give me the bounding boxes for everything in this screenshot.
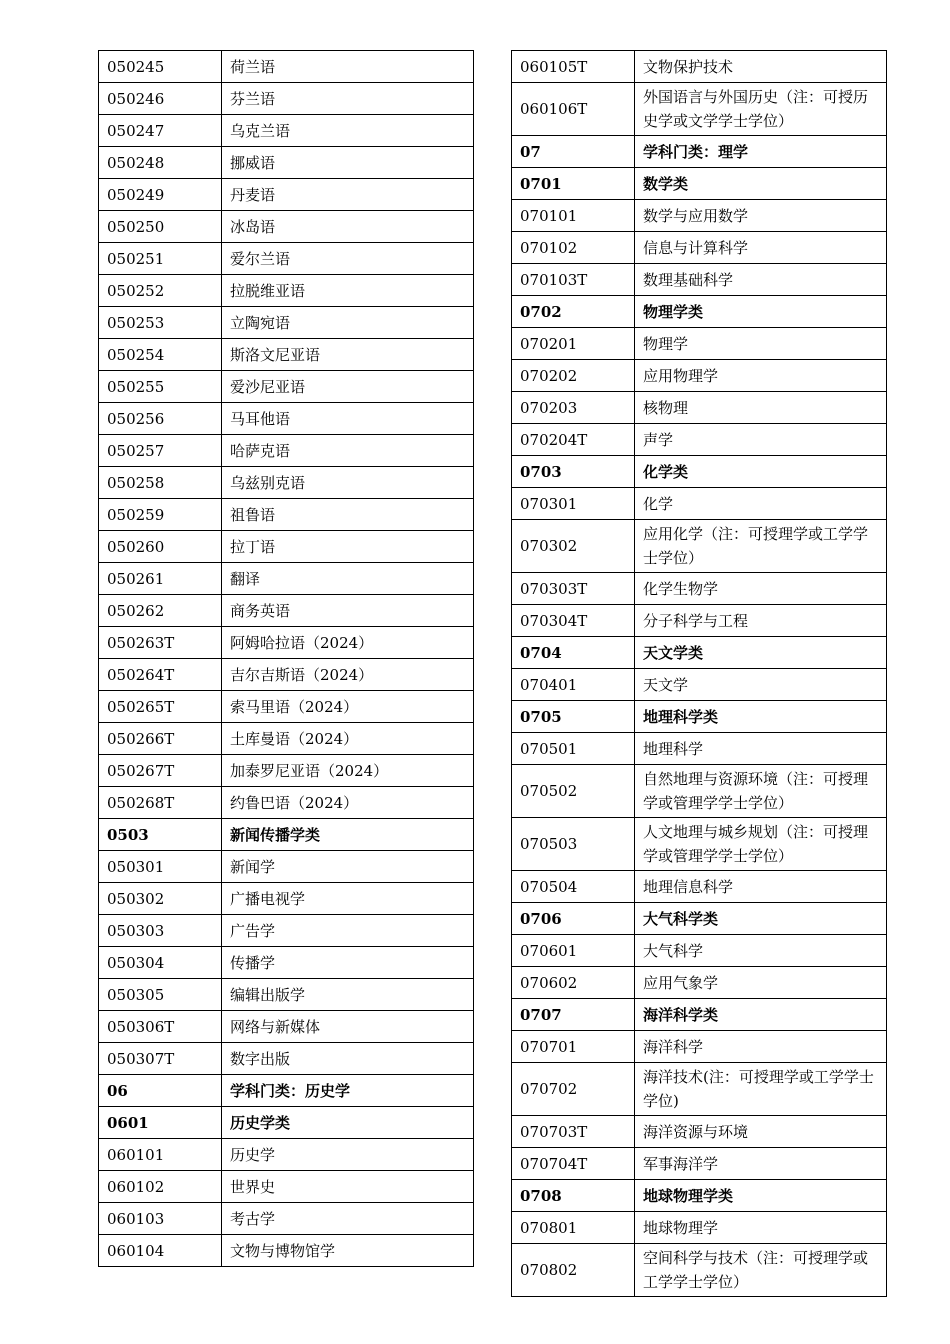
major-name-cell: 爱沙尼亚语 — [222, 371, 474, 403]
major-name-cell: 新闻传播学类 — [222, 819, 474, 851]
major-code-cell: 0601 — [99, 1107, 222, 1139]
major-name-cell: 海洋资源与环境 — [635, 1116, 887, 1148]
major-name-cell: 土库曼语（2024） — [222, 723, 474, 755]
major-name-cell: 考古学 — [222, 1203, 474, 1235]
category-row — [99, 819, 474, 851]
major-name-cell: 数学与应用数学 — [635, 200, 887, 232]
table-row — [99, 1139, 474, 1171]
major-code-cell: 070103T — [512, 264, 635, 296]
table-row — [512, 392, 887, 424]
major-name-cell: 外国语言与外国历史（注：可授历史学或文学学士学位） — [635, 83, 887, 136]
major-name-cell: 加泰罗尼亚语（2024） — [222, 755, 474, 787]
major-code-cell: 070801 — [512, 1212, 635, 1244]
major-code-cell: 050306T — [99, 1011, 222, 1043]
table-row — [99, 627, 474, 659]
major-name-cell: 阿姆哈拉语（2024） — [222, 627, 474, 659]
major-code-cell: 070201 — [512, 328, 635, 360]
major-code-cell: 070703T — [512, 1116, 635, 1148]
major-name-cell: 传播学 — [222, 947, 474, 979]
major-name-cell: 芬兰语 — [222, 83, 474, 115]
major-code-cell: 050268T — [99, 787, 222, 819]
table-row — [99, 1171, 474, 1203]
major-code-cell: 060104 — [99, 1235, 222, 1267]
major-code-cell: 050307T — [99, 1043, 222, 1075]
major-name-cell: 信息与计算科学 — [635, 232, 887, 264]
major-code-cell: 070102 — [512, 232, 635, 264]
major-name-cell: 数字出版 — [222, 1043, 474, 1075]
category-row — [99, 1075, 474, 1107]
table-row — [512, 1212, 887, 1244]
major-name-cell: 广告学 — [222, 915, 474, 947]
major-code-cell: 050262 — [99, 595, 222, 627]
major-code-cell: 06 — [99, 1075, 222, 1107]
major-name-cell: 军事海洋学 — [635, 1148, 887, 1180]
major-name-cell: 地理科学类 — [635, 701, 887, 733]
major-name-cell: 马耳他语 — [222, 403, 474, 435]
table-row — [512, 818, 887, 871]
major-code-cell: 0703 — [512, 456, 635, 488]
major-code-cell: 050263T — [99, 627, 222, 659]
major-code-cell: 070303T — [512, 573, 635, 605]
table-row — [99, 787, 474, 819]
major-code-cell: 070802 — [512, 1244, 635, 1297]
category-row — [512, 637, 887, 669]
major-name-cell: 地理科学 — [635, 733, 887, 765]
major-code-cell: 050258 — [99, 467, 222, 499]
major-name-cell: 天文学类 — [635, 637, 887, 669]
table-row — [512, 1148, 887, 1180]
table-row — [99, 435, 474, 467]
table-row — [512, 200, 887, 232]
major-name-cell: 吉尔吉斯语（2024） — [222, 659, 474, 691]
major-name-cell: 哈萨克语 — [222, 435, 474, 467]
table-row — [512, 328, 887, 360]
major-name-cell: 荷兰语 — [222, 51, 474, 83]
table-row — [99, 1235, 474, 1267]
table-row — [512, 1031, 887, 1063]
category-row — [99, 1107, 474, 1139]
major-code-cell: 050260 — [99, 531, 222, 563]
major-code-cell: 070502 — [512, 765, 635, 818]
category-row — [512, 168, 887, 200]
major-code-cell: 0705 — [512, 701, 635, 733]
major-name-cell: 商务英语 — [222, 595, 474, 627]
major-name-cell: 海洋技术(注：可授理学或工学学士学位) — [635, 1063, 887, 1116]
major-name-cell: 网络与新媒体 — [222, 1011, 474, 1043]
major-table-left-body — [99, 51, 474, 1267]
major-code-cell: 0704 — [512, 637, 635, 669]
table-row — [99, 179, 474, 211]
major-code-cell: 070302 — [512, 520, 635, 573]
table-row — [512, 573, 887, 605]
table-row — [99, 147, 474, 179]
major-code-cell: 070704T — [512, 1148, 635, 1180]
table-row — [99, 595, 474, 627]
major-code-cell: 050247 — [99, 115, 222, 147]
table-row — [99, 307, 474, 339]
major-name-cell: 空间科学与技术（注：可授理学或工学学士学位） — [635, 1244, 887, 1297]
table-row — [99, 115, 474, 147]
table-row — [512, 605, 887, 637]
table-row — [99, 723, 474, 755]
table-row — [99, 243, 474, 275]
major-name-cell: 数理基础科学 — [635, 264, 887, 296]
major-code-cell: 060103 — [99, 1203, 222, 1235]
major-code-cell: 060105T — [512, 51, 635, 83]
table-row — [99, 979, 474, 1011]
major-name-cell: 自然地理与资源环境（注：可授理学或管理学学士学位） — [635, 765, 887, 818]
major-code-cell: 070702 — [512, 1063, 635, 1116]
major-name-cell: 历史学类 — [222, 1107, 474, 1139]
table-row — [512, 967, 887, 999]
major-code-cell: 0708 — [512, 1180, 635, 1212]
table-row — [99, 467, 474, 499]
major-code-cell: 050305 — [99, 979, 222, 1011]
major-code-cell: 0707 — [512, 999, 635, 1031]
table-row — [512, 488, 887, 520]
major-name-cell: 数学类 — [635, 168, 887, 200]
major-code-cell: 050249 — [99, 179, 222, 211]
major-name-cell: 海洋科学 — [635, 1031, 887, 1063]
major-code-cell: 050253 — [99, 307, 222, 339]
table-row — [512, 1063, 887, 1116]
major-name-cell: 分子科学与工程 — [635, 605, 887, 637]
major-name-cell: 天文学 — [635, 669, 887, 701]
major-name-cell: 编辑出版学 — [222, 979, 474, 1011]
major-code-cell: 050252 — [99, 275, 222, 307]
category-row — [512, 701, 887, 733]
major-code-cell: 070101 — [512, 200, 635, 232]
major-name-cell: 新闻学 — [222, 851, 474, 883]
major-name-cell: 大气科学类 — [635, 903, 887, 935]
major-name-cell: 核物理 — [635, 392, 887, 424]
major-name-cell: 立陶宛语 — [222, 307, 474, 339]
major-name-cell: 约鲁巴语（2024） — [222, 787, 474, 819]
major-name-cell: 物理学类 — [635, 296, 887, 328]
major-name-cell: 化学类 — [635, 456, 887, 488]
major-code-cell: 070202 — [512, 360, 635, 392]
category-row — [512, 136, 887, 168]
major-code-cell: 050302 — [99, 883, 222, 915]
major-name-cell: 乌兹别克语 — [222, 467, 474, 499]
major-code-cell: 060101 — [99, 1139, 222, 1171]
major-name-cell: 拉丁语 — [222, 531, 474, 563]
major-code-cell: 050245 — [99, 51, 222, 83]
major-name-cell: 学科门类：理学 — [635, 136, 887, 168]
major-name-cell: 海洋科学类 — [635, 999, 887, 1031]
table-row — [99, 691, 474, 723]
table-row — [99, 211, 474, 243]
table-row — [99, 1043, 474, 1075]
table-row — [512, 520, 887, 573]
table-row — [99, 83, 474, 115]
major-name-cell: 文物与博物馆学 — [222, 1235, 474, 1267]
major-name-cell: 人文地理与城乡规划（注：可授理学或管理学学士学位） — [635, 818, 887, 871]
category-row — [512, 999, 887, 1031]
major-code-cell: 07 — [512, 136, 635, 168]
major-table-left — [98, 50, 474, 1267]
table-row — [512, 424, 887, 456]
major-name-cell: 大气科学 — [635, 935, 887, 967]
table-row — [99, 275, 474, 307]
major-name-cell: 乌克兰语 — [222, 115, 474, 147]
major-code-cell: 060102 — [99, 1171, 222, 1203]
table-row — [99, 947, 474, 979]
table-row — [512, 83, 887, 136]
major-code-cell: 050261 — [99, 563, 222, 595]
major-name-cell: 应用气象学 — [635, 967, 887, 999]
major-name-cell: 文物保护技术 — [635, 51, 887, 83]
table-row — [99, 499, 474, 531]
major-name-cell: 祖鲁语 — [222, 499, 474, 531]
major-code-cell: 0702 — [512, 296, 635, 328]
table-row — [99, 563, 474, 595]
major-code-cell: 050255 — [99, 371, 222, 403]
major-name-cell: 物理学 — [635, 328, 887, 360]
major-code-cell: 050256 — [99, 403, 222, 435]
major-name-cell: 挪威语 — [222, 147, 474, 179]
major-code-cell: 0706 — [512, 903, 635, 935]
category-row — [512, 296, 887, 328]
major-name-cell: 丹麦语 — [222, 179, 474, 211]
major-code-cell: 060106T — [512, 83, 635, 136]
major-code-cell: 050267T — [99, 755, 222, 787]
table-row — [99, 915, 474, 947]
major-code-cell: 050248 — [99, 147, 222, 179]
major-code-cell: 070602 — [512, 967, 635, 999]
major-name-cell: 翻译 — [222, 563, 474, 595]
major-name-cell: 斯洛文尼亚语 — [222, 339, 474, 371]
major-code-cell: 050254 — [99, 339, 222, 371]
table-row — [512, 1244, 887, 1297]
major-name-cell: 广播电视学 — [222, 883, 474, 915]
major-name-cell: 爱尔兰语 — [222, 243, 474, 275]
major-code-cell: 050246 — [99, 83, 222, 115]
major-code-cell: 050266T — [99, 723, 222, 755]
category-row — [512, 1180, 887, 1212]
major-code-cell: 070203 — [512, 392, 635, 424]
table-row — [99, 1011, 474, 1043]
major-code-cell: 050265T — [99, 691, 222, 723]
major-code-cell: 050304 — [99, 947, 222, 979]
major-code-cell: 070701 — [512, 1031, 635, 1063]
major-code-cell: 070204T — [512, 424, 635, 456]
table-row — [512, 871, 887, 903]
major-name-cell: 世界史 — [222, 1171, 474, 1203]
table-row — [512, 935, 887, 967]
major-code-cell: 070503 — [512, 818, 635, 871]
major-code-cell: 050259 — [99, 499, 222, 531]
table-row — [512, 765, 887, 818]
major-name-cell: 索马里语（2024） — [222, 691, 474, 723]
category-row — [512, 903, 887, 935]
major-name-cell: 冰岛语 — [222, 211, 474, 243]
major-code-cell: 070601 — [512, 935, 635, 967]
major-code-cell: 070501 — [512, 733, 635, 765]
major-name-cell: 学科门类：历史学 — [222, 1075, 474, 1107]
table-row — [512, 1116, 887, 1148]
major-code-cell: 050264T — [99, 659, 222, 691]
major-code-cell: 050301 — [99, 851, 222, 883]
major-code-cell: 050257 — [99, 435, 222, 467]
major-code-cell: 050251 — [99, 243, 222, 275]
major-table-right-body — [512, 51, 887, 1297]
major-name-cell: 声学 — [635, 424, 887, 456]
table-row — [512, 51, 887, 83]
major-name-cell: 应用化学（注：可授理学或工学学士学位） — [635, 520, 887, 573]
table-row — [512, 360, 887, 392]
table-row — [512, 232, 887, 264]
table-row — [99, 51, 474, 83]
major-name-cell: 地球物理学 — [635, 1212, 887, 1244]
category-row — [512, 456, 887, 488]
table-row — [512, 733, 887, 765]
table-row — [512, 264, 887, 296]
table-row — [99, 851, 474, 883]
table-row — [99, 1203, 474, 1235]
major-name-cell: 拉脱维亚语 — [222, 275, 474, 307]
major-table-right — [511, 50, 887, 1297]
major-code-cell: 070304T — [512, 605, 635, 637]
major-name-cell: 应用物理学 — [635, 360, 887, 392]
major-code-cell: 050303 — [99, 915, 222, 947]
table-row — [99, 531, 474, 563]
major-code-cell: 070301 — [512, 488, 635, 520]
table-row — [99, 403, 474, 435]
table-row — [99, 339, 474, 371]
table-row — [99, 371, 474, 403]
major-name-cell: 历史学 — [222, 1139, 474, 1171]
major-name-cell: 化学生物学 — [635, 573, 887, 605]
major-code-cell: 070401 — [512, 669, 635, 701]
major-code-cell: 0701 — [512, 168, 635, 200]
major-name-cell: 地球物理学类 — [635, 1180, 887, 1212]
table-row — [512, 669, 887, 701]
major-code-cell: 0503 — [99, 819, 222, 851]
table-row — [99, 659, 474, 691]
major-code-cell: 070504 — [512, 871, 635, 903]
major-name-cell: 地理信息科学 — [635, 871, 887, 903]
table-row — [99, 883, 474, 915]
major-code-cell: 050250 — [99, 211, 222, 243]
table-row — [99, 755, 474, 787]
major-name-cell: 化学 — [635, 488, 887, 520]
